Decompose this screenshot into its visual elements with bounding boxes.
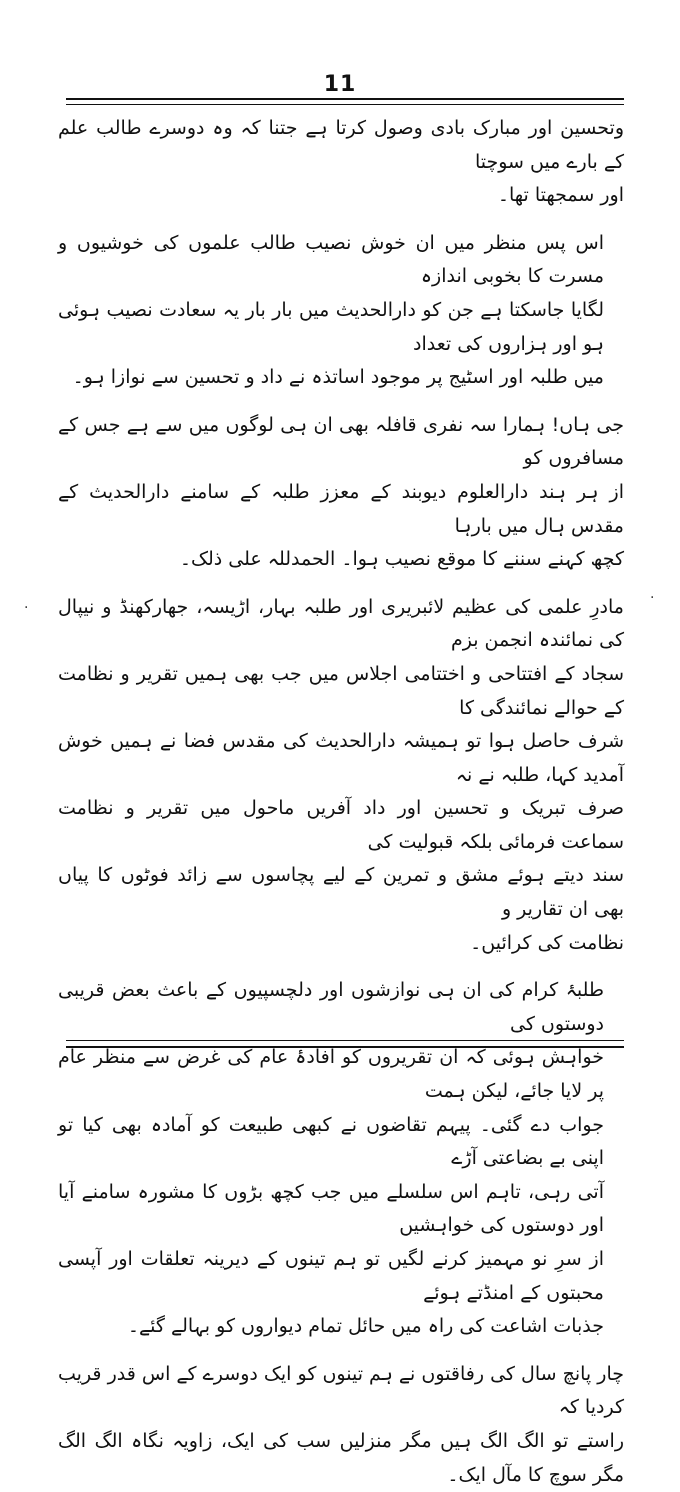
text-line: چار پانچ سال کی رفاقتوں نے ہم تینوں کو ایک دوسرے کے اس قدر قریب کردیا کہ	[58, 1362, 624, 1419]
text-line: جواب دے گئی۔ پیہم تقاضوں نے کبھی طبیعت کو آمادہ بھی کیا تو اپنی بے بضاعتی آڑے	[58, 1113, 604, 1170]
text-line: کچھ کہنے سننے کا موقع نصیب ہوا۔ الحمدللہ علی ذلک۔	[179, 548, 624, 571]
paragraph-2	[58, 227, 624, 395]
text-line: از سرِ نو مہمیز کرنے لگیں تو ہم تینوں کے دیرینہ تعلقات اور آپسی محبتوں کے امنڈتے ہوئے	[58, 1248, 604, 1304]
text-line: صرف تبریک و تحسین اور داد آفریں ماحول میں تقریر و نظامت سماعت فرمائی بلکہ قبولیت کی	[58, 797, 624, 853]
text-line: مادرِ علمی کی عظیم لائبریری اور طلبہ بہار، اڑیسہ، جھارکھنڈ و نیپال کی نمائندہ انجمن بزم	[58, 595, 624, 652]
paragraph-3	[58, 409, 624, 577]
text-line: لگایا جاسکتا ہے جن کو دارالحدیث میں بار بار یہ سعادت نصیب ہوئی ہو اور ہزاروں کی تعداد	[58, 298, 604, 355]
text-line: آتی رہی، تاہم اس سلسلے میں جب کچھ بڑوں کا مشورہ سامنے آیا اور دوستوں کی خواہشیں	[58, 1180, 604, 1237]
text-line: طلبۂ کرام کی ان ہی نوازشوں اور دلچسپیوں کے باعث بعض قریبی دوستوں کی	[58, 979, 604, 1035]
footer-rule	[66, 1046, 624, 1048]
text-line: میں طلبہ اور اسٹیج پر موجود اساتذہ نے داد و تحسین سے نوازا ہو۔	[72, 366, 604, 389]
scan-speck: ·	[650, 590, 655, 606]
text-line: از ہر ہند دارالعلوم دیوبند کے معزز طلبہ کے سامنے دارالحدیث کے مقدس ہال میں بارہا	[58, 480, 624, 537]
text-line: وتحسین اور مبارک بادی وصول کرتا ہے جتنا کہ وہ دوسرے طالب علم کے بارے میں سوچتا	[58, 117, 624, 173]
paragraph-6	[58, 1358, 624, 1492]
page-number: 11	[323, 72, 357, 97]
scan-speck: ·	[24, 600, 29, 616]
text-line: شرف حاصل ہوا تو ہمیشہ دارالحدیث کی مقدس فضا نے ہمیں خوش آمدید کہا، طلبہ نے نہ	[58, 730, 624, 786]
text-line: جی ہاں! ہمارا سہ نفری قافلہ بھی ان ہی لوگوں میں سے ہے جس کے مسافروں کو	[58, 413, 624, 470]
header-rule-thin	[66, 104, 624, 105]
text-line: اور سمجھتا تھا۔	[497, 184, 624, 207]
text-line: سند دیتے ہوئے مشق و تمرین کے لیے پچاسوں سے زائد فوٹوں کا پیاں بھی ان تقاریر و	[58, 864, 624, 921]
text-line: نظامت کی کرائیں۔	[470, 931, 624, 954]
text-line: سجاد کے افتتاحی و اختتامی اجلاس میں جب بھی ہمیں تقریر و نظامت کے حوالے نمائندگی کا	[58, 662, 624, 719]
paragraph-4	[58, 591, 624, 961]
paragraph-5	[58, 974, 624, 1344]
footer-rule-thin	[66, 1040, 624, 1041]
text-line: اس پس منظر میں ان خوش نصیب طالب علموں کی خوشیوں و مسرت کا بخوبی اندازہ	[58, 231, 604, 288]
text-line: راستے تو الگ الگ ہیں مگر منزلیں سب کی ایک، زاویہ نگاہ الگ الگ مگر سوچ کا مآل ایک۔	[58, 1429, 624, 1486]
header-rule	[66, 98, 624, 100]
body-text	[58, 112, 624, 1486]
text-line: خواہش ہوئی کہ ان تقریروں کو افادۂ عام کی غرض سے منظر عام پر لایا جائے، لیکن ہمت	[58, 1046, 604, 1103]
text-line: جذبات اشاعت کی راہ میں حائل تمام دیواروں کو بہالے گئے۔	[127, 1315, 604, 1338]
paragraph-1	[58, 112, 624, 213]
